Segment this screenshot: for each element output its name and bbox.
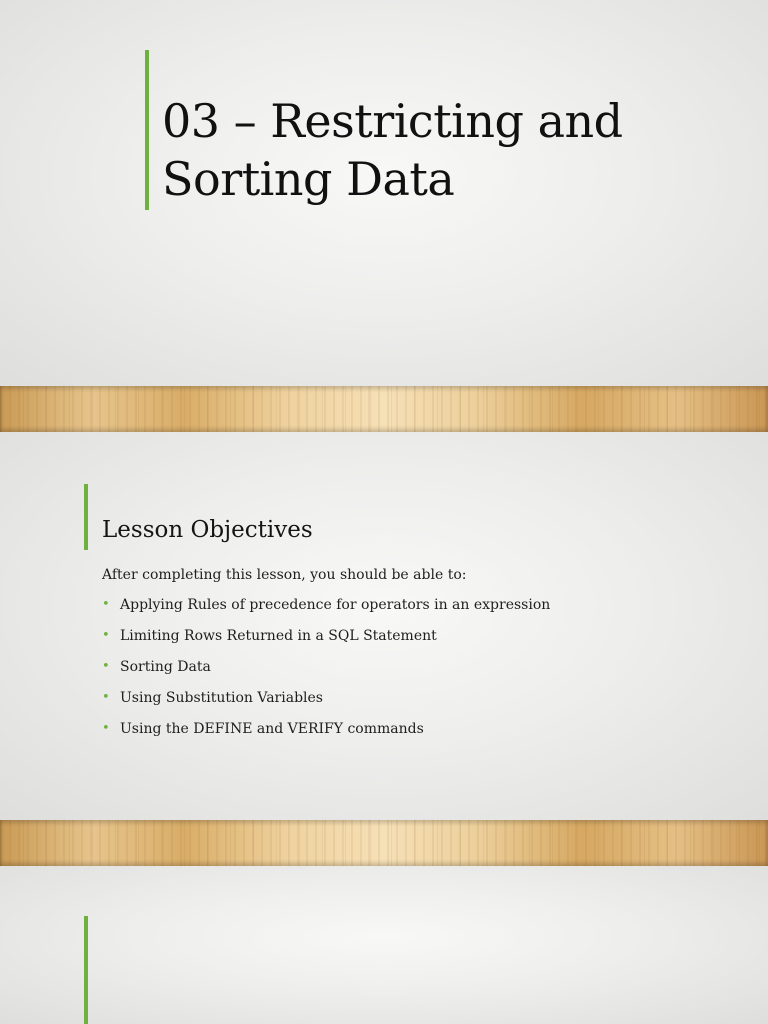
partial-accent-bar: [84, 916, 88, 1024]
slide-partial: [0, 866, 768, 1024]
title-accent-bar: [145, 50, 149, 210]
list-item-text: Using the DEFINE and VERIFY commands: [120, 721, 424, 737]
objectives-accent-bar: [84, 484, 88, 550]
list-item: [102, 688, 550, 719]
bullet-icon: •: [102, 690, 110, 705]
wood-divider: [0, 820, 768, 866]
objectives-heading: Lesson Objectives: [102, 517, 313, 543]
bullet-icon: •: [102, 628, 110, 643]
list-item: [102, 595, 550, 626]
slide-title-text: [162, 92, 623, 208]
list-item: [102, 657, 550, 688]
slide-title-line-2: Sorting Data: [162, 152, 455, 206]
list-item: [102, 719, 550, 750]
wood-divider: [0, 386, 768, 432]
list-item-text: Sorting Data: [120, 659, 211, 675]
list-item-text: Limiting Rows Returned in a SQL Statement: [120, 628, 437, 644]
bullet-icon: •: [102, 721, 110, 736]
slide-title-line-1: 03 – Restricting and: [162, 94, 623, 148]
bullet-icon: •: [102, 597, 110, 612]
objectives-list: [102, 595, 550, 750]
bullet-icon: •: [102, 659, 110, 674]
list-item-text: Applying Rules of precedence for operators in an expression: [120, 597, 551, 613]
list-item: [102, 626, 550, 657]
slide-title: [0, 0, 768, 386]
list-item-text: Using Substitution Variables: [120, 690, 323, 706]
objectives-intro: After completing this lesson, you should be able to:: [102, 567, 467, 583]
